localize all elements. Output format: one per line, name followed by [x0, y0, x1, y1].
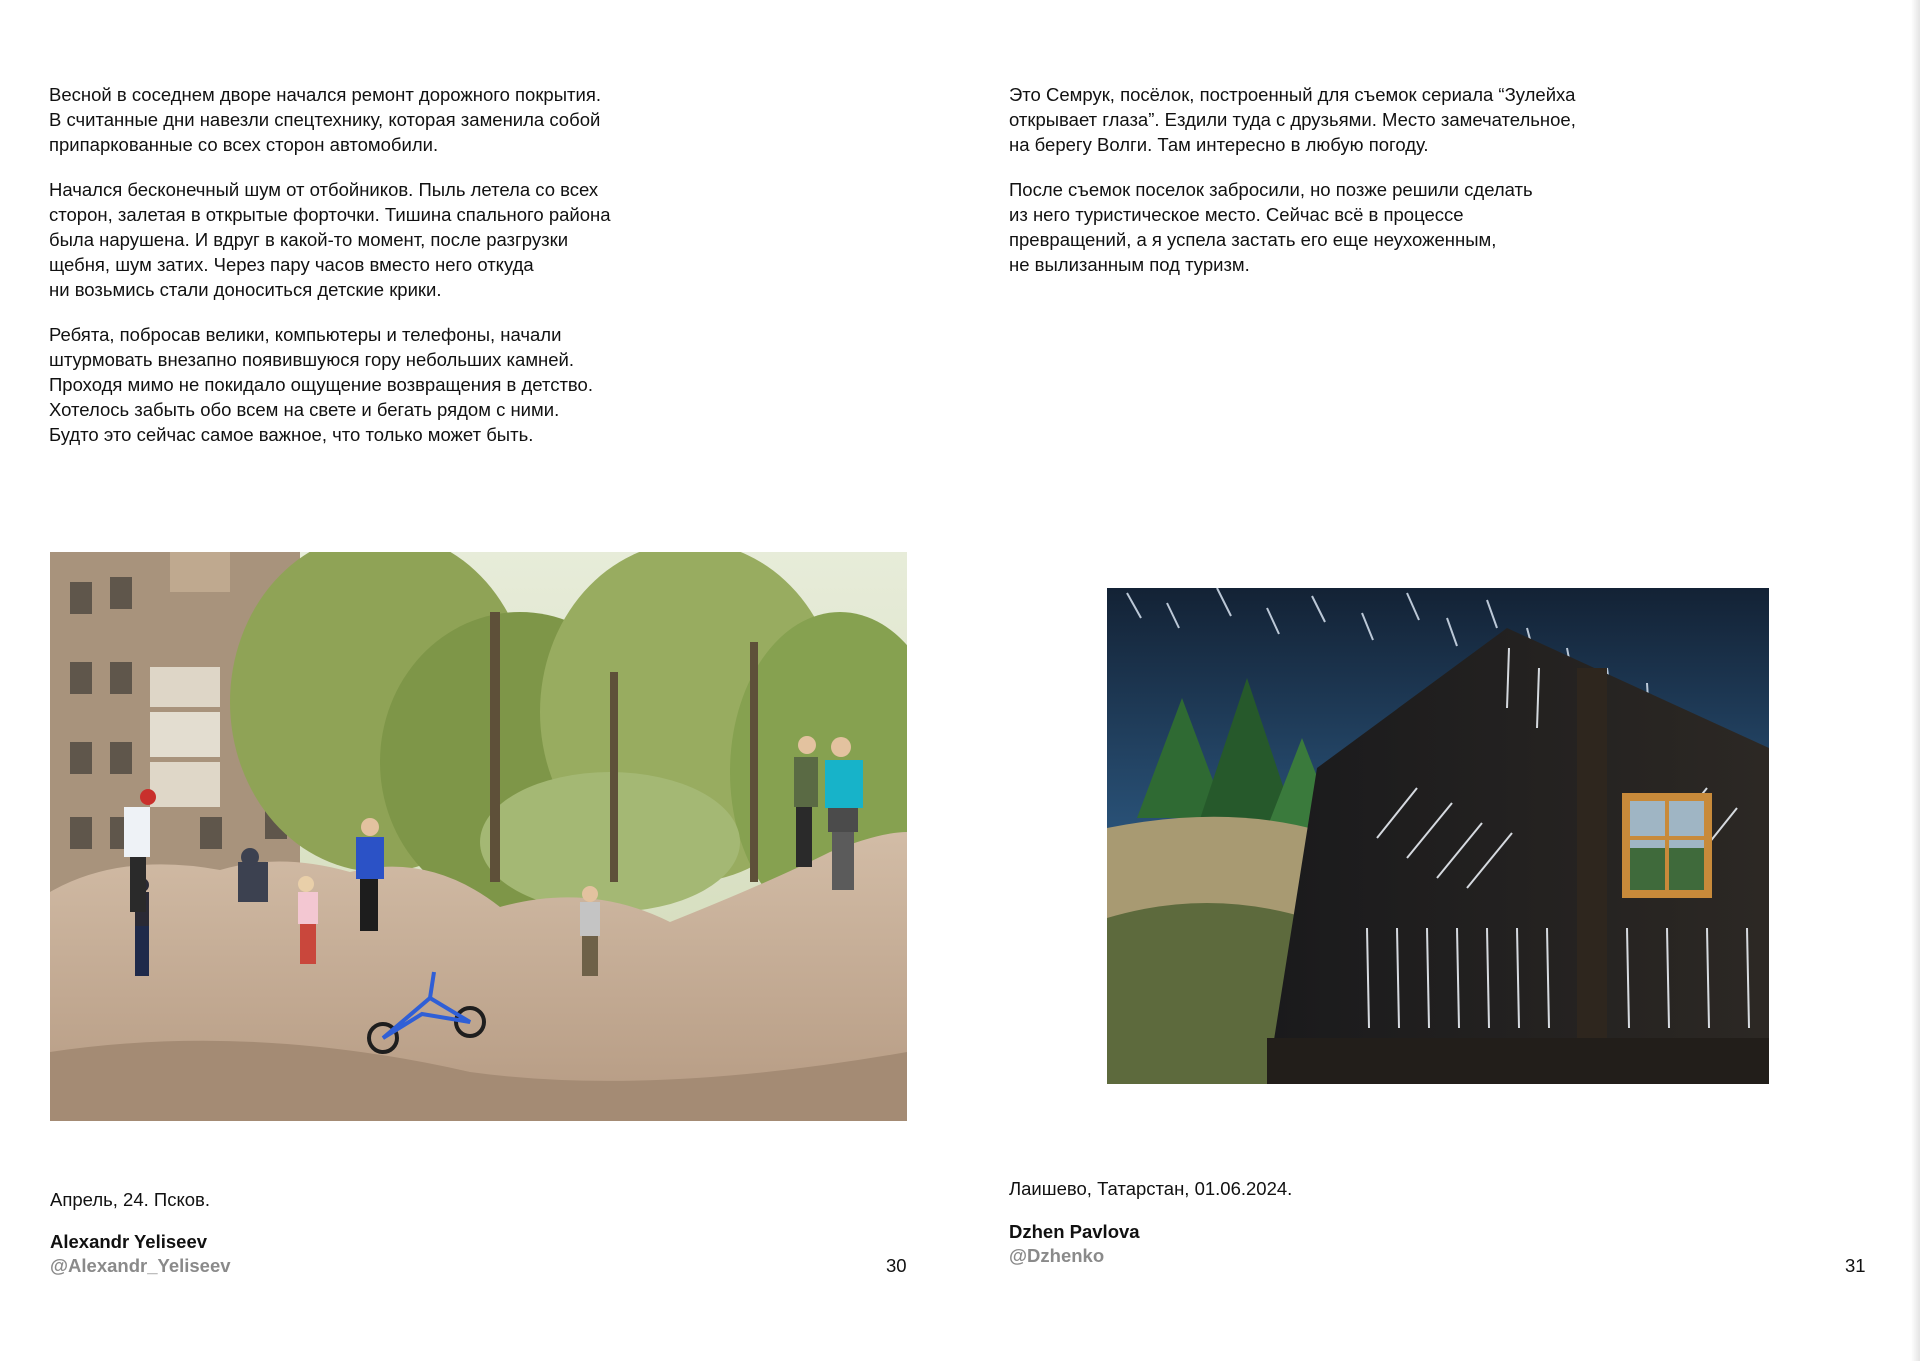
right-paragraph-1: Это Семрук, посёлок, построенный для съемок сериала “Зулейха открывает глаза”. Ездили туда с друзьями. Место замечательное, на берегу Волги. Там интересно в любую погоду. [1009, 84, 1576, 155]
left-photo-caption: Апрель, 24. Псков. [50, 1189, 210, 1210]
right-paragraph-2: После съемок поселок забросили, но позже решили сделать из него туристическое место. Сейчас всё в процессе превращений, а я успела застать его еще неухоженным, не вылизанным под туризм. [1009, 179, 1533, 275]
right-page [958, 0, 1920, 1361]
right-author-handle[interactable]: @Dzhenko [1009, 1245, 1105, 1266]
right-page-number: 31 [1845, 1255, 1866, 1276]
left-author-name: Alexandr Yeliseev [50, 1231, 208, 1252]
left-author-handle[interactable]: @Alexandr_Yeliseev [50, 1255, 231, 1276]
gravel-pile-kids-photo [50, 552, 907, 1121]
left-paragraph-2: Начался бесконечный шум от отбойников. Пыль летела со всех сторон, залетая в открытые форточки. Тишина спального района была нарушена. И вдруг в какой-то момент, после разгрузки щебня, шум затих. Через пару часов вместо него откуда ни возьмись стали доноситься детские крики. [49, 179, 611, 300]
left-text-block [49, 82, 769, 467]
page-edge-shadow [1911, 0, 1920, 1361]
abandoned-barn-night-photo [1107, 588, 1769, 1084]
right-author-name: Dzhen Pavlova [1009, 1221, 1140, 1242]
right-text-block [1009, 82, 1729, 297]
left-paragraph-1: Весной в соседнем дворе начался ремонт дорожного покрытия. В считанные дни навезли спецтехнику, которая заменила собой припаркованные со всех сторон автомобили. [49, 84, 601, 155]
left-paragraph-3: Ребята, побросав велики, компьютеры и телефоны, начали штурмовать внезапно появившуюся гору небольших камней. Проходя мимо не покидало ощущение возвращения в детство. Хотелось забыть обо всем на свете и бегать рядом с ними. Будто это сейчас самое важное, что только может быть. [49, 324, 593, 445]
left-page [0, 0, 958, 1361]
right-photo-caption: Лаишево, Татарстан, 01.06.2024. [1009, 1178, 1293, 1199]
left-page-number: 30 [886, 1255, 907, 1276]
